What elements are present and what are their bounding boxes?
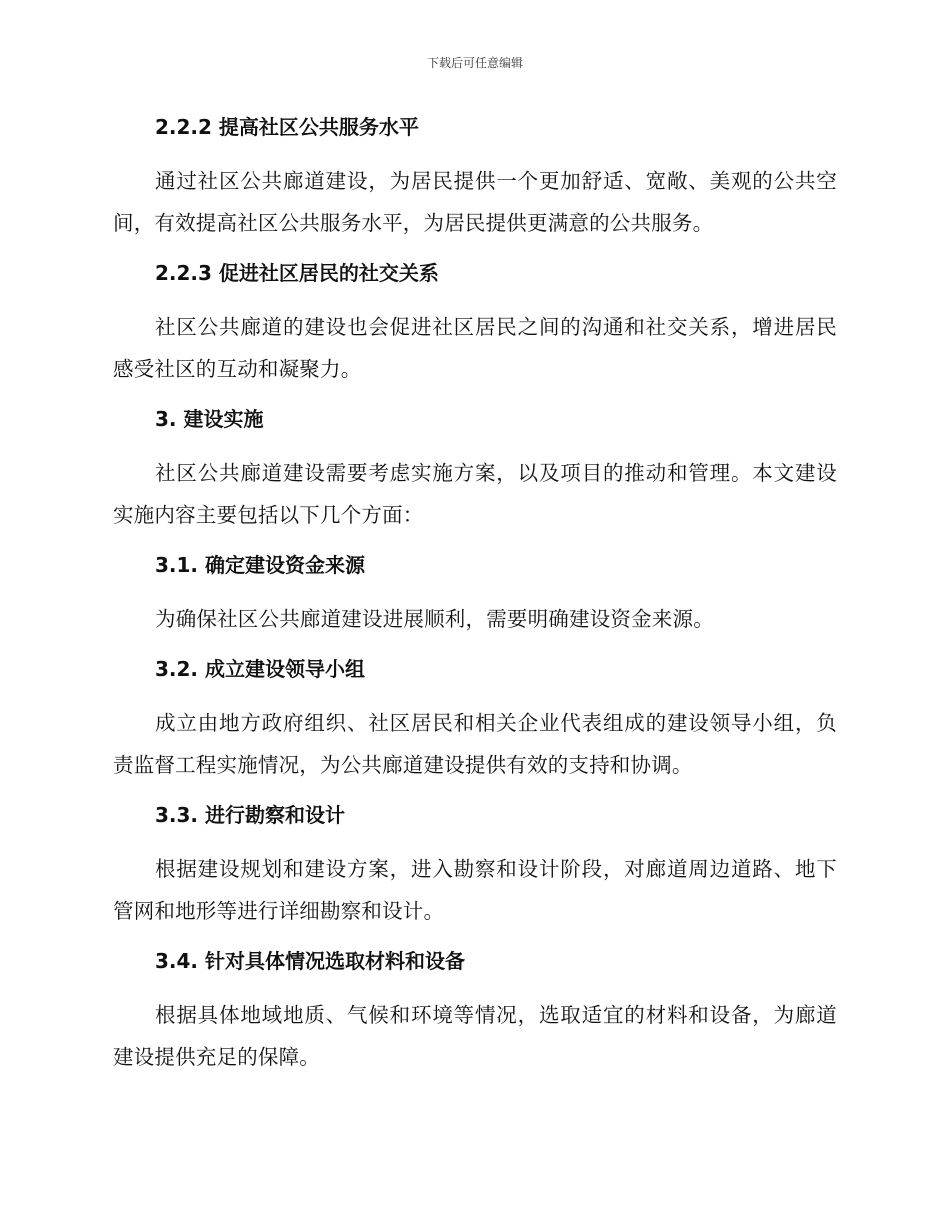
section-heading: 3.1. 确定建设资金来源 [155,553,365,577]
spacer [113,584,837,598]
section-paragraph: 社区公共廊道的建设也会促进社区居民之间的沟通和社交关系，增进居民感受社区的互动和凝聚力。 [113,315,837,381]
spacer [113,688,837,702]
section-paragraph: 根据具体地域地质、气候和环境等情况，选取适宜的材料和设备，为廊道建设提供充足的保障。 [113,1003,837,1069]
spacer [113,980,837,994]
section-heading: 3.4. 针对具体情况选取材料和设备 [155,949,465,973]
section-2-2-2 [113,108,837,254]
section-3-1 [113,546,837,650]
spacer [113,536,837,546]
section-3-3 [113,796,837,942]
section-paragraph: 通过社区公共廊道建设，为居民提供一个更加舒适、宽敞、美观的公共空间，有效提高社区公共服务水平，为居民提供更满意的公共服务。 [113,169,837,235]
section-3-4 [113,942,837,1078]
section-heading: 3.2. 成立建设领导小组 [155,657,365,681]
section-3 [113,400,837,546]
section-paragraph: 为确保社区公共廊道建设进展顺利，需要明确建设资金来源。 [155,607,714,631]
spacer [113,932,837,942]
section-paragraph: 成立由地方政府组织、社区居民和相关企业代表组成的建设领导小组，负责监督工程实施情况，为公共廊道建设提供有效的支持和协调。 [113,711,837,777]
section-heading: 3. 建设实施 [155,407,264,431]
spacer [113,390,837,400]
page-header-note: 下载后可任意编辑 [426,56,523,70]
section-heading: 2.2.2 提高社区公共服务水平 [155,115,419,139]
section-heading: 3.3. 进行勘察和设计 [155,803,345,827]
section-paragraph: 根据建设规划和建设方案，进入勘察和设计阶段，对廊道周边道路、地下管网和地形等进行详细勘察和设计。 [113,857,837,923]
spacer [113,244,837,254]
spacer [113,786,837,796]
spacer [113,292,837,306]
document-body [113,108,837,1078]
spacer [113,834,837,848]
spacer [113,146,837,160]
section-paragraph: 社区公共廊道建设需要考虑实施方案，以及项目的推动和管理。本文建设实施内容主要包括以下几个方面： [113,461,837,527]
section-heading: 2.2.3 促进社区居民的社交关系 [155,261,439,285]
spacer [113,640,837,650]
spacer [113,438,837,452]
section-2-2-3 [113,254,837,400]
section-3-2 [113,650,837,796]
